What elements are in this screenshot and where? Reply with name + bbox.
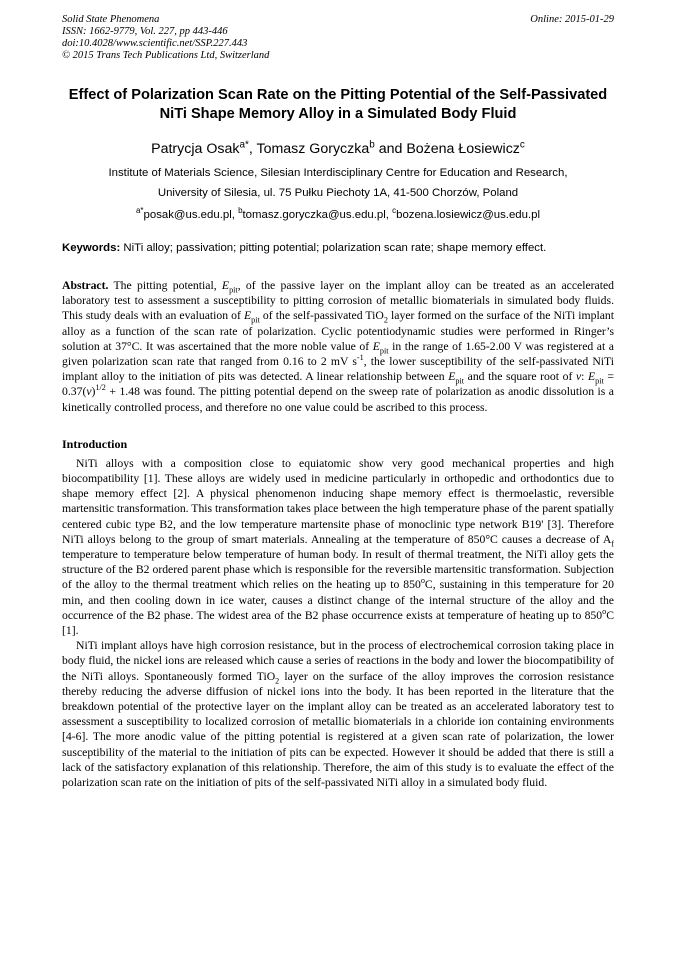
email-marker: c xyxy=(392,206,397,216)
author-name: Patrycja Osak xyxy=(151,141,240,157)
abstract-text: = 0.37( xyxy=(62,370,615,399)
abstract-label: Abstract. xyxy=(62,279,109,292)
abstract-text: : xyxy=(581,370,589,384)
intro-paragraph-1 xyxy=(62,456,614,638)
author-marker: c xyxy=(519,139,525,151)
subscript-2: 2 xyxy=(275,676,280,685)
keywords xyxy=(62,241,614,256)
email-marker: b xyxy=(238,206,243,216)
paragraph-text: layer on the surface of the alloy improves the corrosion resistance thereby reducing the adverse diffusion of nickel ions into the body. It has been reported in the literature that the breakdown potential of the protective layer on the implant alloy can be treated as an accelerated laboratory test to assessment a susceptibility to localized corrosion of metallic biomaterials in a chloride ion containing environments [4-6]. The more anodic value of the pitting potential is registered at a given scan rate of polarization, the lower susceptibility of the material to the initiation of pits can be expected. However it should be added that there is still a lack of the satisfactory explanation of this relationship. Therefore, the aim of this study is to evaluate the effect of the polarization scan rate on the initiation of pits of the self-passivated NiTi alloy in a simulated body fluid. xyxy=(62,669,614,790)
paragraph-text: C, sustaining in this temperature for 20 min, and then cooling down in ice water, causes a distinct change of the internal structure of the alloy and the occurrence of the B2 phase. The widest area of the B2 phase occurrence exists at temperature of heating up to 850 xyxy=(62,578,614,622)
paper-page xyxy=(62,14,614,790)
affiliation-line-1: Institute of Materials Science, Silesian Interdisciplinary Centre for Education and Research, xyxy=(108,167,568,179)
symbol-e: E xyxy=(448,370,456,384)
subscript-2: 2 xyxy=(383,315,388,325)
abstract-text: + 1.48 was found. The pitting potential depend on the sweep rate of polarization as anodic dissolution is a kinetically controlled process, and therefore no one value could be ascribed to this process. xyxy=(62,385,614,414)
symbol-e: E xyxy=(221,279,230,292)
email-link[interactable]: posak@us.edu.pl xyxy=(143,209,232,221)
symbol-e: E xyxy=(244,309,252,323)
abstract-text: The pitting potential, xyxy=(108,279,222,292)
journal-name: Solid State Phenomena xyxy=(62,14,160,25)
author-list xyxy=(62,140,614,158)
symbol-pit: pit xyxy=(455,376,465,386)
email-link[interactable]: bozena.losiewicz@us.edu.pl xyxy=(396,209,541,221)
symbol-e: E xyxy=(372,339,380,353)
email-marker: a* xyxy=(135,206,144,216)
abstract-text: layer formed on the surface of the NiTi implant alloy as a function of the scan rate of polarization. Cyclic potentiodynamic studies were performed in Ringer’s solution at 37°C. It was ascertained that the more noble value of xyxy=(62,309,615,353)
author-name: Bożena Łosiewicz xyxy=(406,141,520,157)
paragraph-text: NiTi implant alloys have high corrosion resistance, but in the process of electrochemical corrosion taking place in body fluid, the nickel ions are released which cause a series of reactions in the body and lower the biocompatibility of the NiTi alloys. Spontaneously formed TiO xyxy=(62,639,614,683)
issn-line: ISSN: 1662-9779, Vol. 227, pp 443-446 xyxy=(62,26,228,37)
symbol-pit: pit xyxy=(229,285,238,295)
abstract-text: in the range of 1.65-2.00 V was registered at a given polarization scan rate that ranged from 0.16 to 2 mV s xyxy=(62,339,614,369)
paper-title: Effect of Polarization Scan Rate on the Pitting Potential of the Self-Passivated NiTi Shape Memory Alloy in a Simulated Body Fluid xyxy=(68,87,608,122)
author-separator: and xyxy=(374,141,407,157)
symbol-pit: pit xyxy=(251,315,260,325)
author-marker: b xyxy=(369,139,375,151)
abstract-text: , the lower susceptibility of the self-passivated NiTi implant alloy to the initiation of pits was detected. A linear relationship between xyxy=(62,355,614,384)
intro-paragraph-2 xyxy=(62,638,614,790)
journal-header xyxy=(62,14,614,62)
email-list xyxy=(62,207,614,223)
section-heading-introduction: Introduction xyxy=(62,436,128,451)
paragraph-text: C [1]. xyxy=(62,608,614,638)
symbol-v: v xyxy=(86,385,92,399)
symbol-pit: pit xyxy=(595,376,604,386)
subscript-f: f xyxy=(611,539,614,549)
online-date: Online: 2015-01-29 xyxy=(530,14,614,25)
abstract-text: ) xyxy=(91,385,96,399)
email-link[interactable]: tomasz.goryczka@us.edu.pl xyxy=(242,209,386,221)
email-separator: , xyxy=(231,209,239,221)
abstract-text: , of the passive layer on the implant alloy can be treated as an accelerated laboratory test to assessment a susceptibility to pitting corrosion of metallic biomaterials in simulated body fluids. This study deals with an evaluation of xyxy=(62,279,614,323)
degree-sign: o xyxy=(602,606,607,616)
exponent-half: 1/2 xyxy=(95,383,106,393)
author-separator: , xyxy=(248,141,257,157)
symbol-e: E xyxy=(588,370,596,384)
copyright-line: © 2015 Trans Tech Publications Ltd, Switzerland xyxy=(62,50,270,61)
email-separator: , xyxy=(385,209,393,221)
symbol-pit: pit xyxy=(379,346,389,356)
keywords-text: NiTi alloy; passivation; pitting potential; polarization scan rate; shape memory effect. xyxy=(120,242,547,254)
symbol-v: v xyxy=(575,370,582,384)
abstract-text: and the square root of xyxy=(464,370,576,384)
abstract xyxy=(62,278,614,415)
unit-exponent: -1 xyxy=(356,353,364,363)
author-marker: a* xyxy=(239,139,249,151)
doi-line[interactable]: doi:10.4028/www.scientific.net/SSP.227.443 xyxy=(62,38,248,49)
paragraph-text: temperature to temperature below temperature of human body. In result of thermal treatment, the NiTi alloy gets the structure of the B2 ordered parent phase which is responsible for the reversible martensitic transformation. Subjection of the alloy to the thermal treatment which relies on the heating up to 850 xyxy=(62,548,614,592)
affiliation xyxy=(62,163,614,203)
abstract-text: of the self-passivated TiO xyxy=(259,309,384,323)
author-name: Tomasz Goryczka xyxy=(256,141,370,157)
degree-sign: o xyxy=(420,576,425,586)
affiliation-line-2: University of Silesia, ul. 75 Pułku Piechoty 1A, 41-500 Chorzów, Poland xyxy=(157,187,519,199)
keywords-label: Keywords: xyxy=(62,242,121,254)
paragraph-text: NiTi alloys with a composition close to equiatomic show very good mechanical properties and high biocompatibility [1]. These alloys are widely used in medicine particularly in orthopedic and orthodontics due to shape memory effect [2]. A physical phenomenon inducing shape memory effect is thermoelastic, reversible martensitic transformation. This transformation takes place between the high temperature phase of the parent spatially centered cubic type B2, and the low temperature martensite phase of monoclinic type network B19' [3]. Therefore NiTi alloys belong to the group of smart materials. Annealing at the temperature of 850°C causes a decrease of A xyxy=(62,456,614,546)
